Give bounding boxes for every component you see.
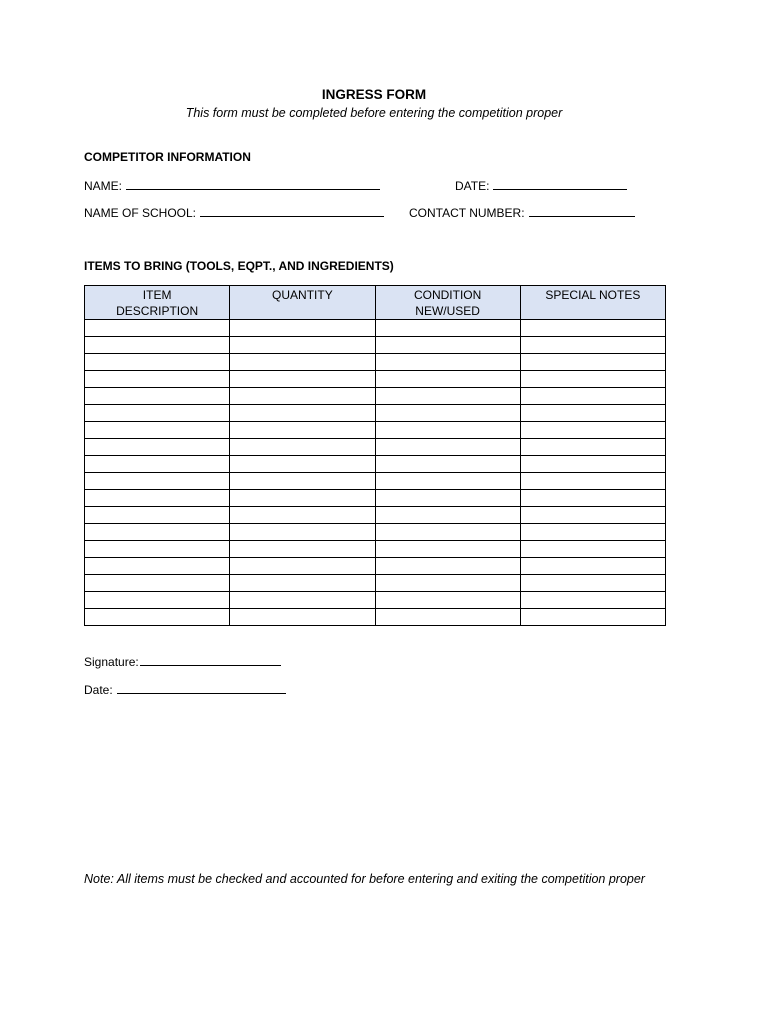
cell-special-notes[interactable]	[520, 320, 665, 337]
cell-item-description[interactable]	[85, 541, 230, 558]
cell-quantity[interactable]	[230, 354, 375, 371]
items-table-header	[85, 286, 666, 320]
signature-date-field[interactable]	[84, 681, 286, 697]
cell-condition[interactable]	[375, 473, 520, 490]
cell-quantity[interactable]	[230, 507, 375, 524]
cell-special-notes[interactable]	[520, 592, 665, 609]
column-header-quantity	[230, 286, 375, 320]
cell-quantity[interactable]	[230, 558, 375, 575]
column-header-line: SPECIAL NOTES	[545, 288, 641, 302]
column-header-special-notes	[520, 286, 665, 320]
cell-quantity[interactable]	[230, 575, 375, 592]
cell-special-notes[interactable]	[520, 575, 665, 592]
contact-blank[interactable]	[529, 204, 635, 217]
cell-item-description[interactable]	[85, 609, 230, 626]
table-row	[85, 592, 666, 609]
name-label: NAME:	[84, 179, 123, 193]
cell-condition[interactable]	[375, 405, 520, 422]
column-header-line: NEW/USED	[415, 304, 480, 318]
column-header-line: ITEM	[142, 288, 172, 302]
cell-condition[interactable]	[375, 320, 520, 337]
column-header-line: CONDITION	[413, 288, 482, 302]
cell-condition[interactable]	[375, 609, 520, 626]
cell-quantity[interactable]	[230, 422, 375, 439]
cell-item-description[interactable]	[85, 507, 230, 524]
cell-special-notes[interactable]	[520, 490, 665, 507]
contact-label: CONTACT NUMBER:	[409, 206, 525, 220]
signature-date-label: Date:	[84, 683, 113, 697]
school-field[interactable]	[84, 204, 384, 220]
table-row	[85, 473, 666, 490]
cell-quantity[interactable]	[230, 320, 375, 337]
column-header-item-description	[85, 286, 230, 320]
table-row	[85, 524, 666, 541]
cell-quantity[interactable]	[230, 337, 375, 354]
cell-quantity[interactable]	[230, 524, 375, 541]
cell-condition[interactable]	[375, 388, 520, 405]
cell-condition[interactable]	[375, 439, 520, 456]
cell-quantity[interactable]	[230, 473, 375, 490]
column-header-condition	[375, 286, 520, 320]
cell-special-notes[interactable]	[520, 422, 665, 439]
table-row	[85, 337, 666, 354]
cell-special-notes[interactable]	[520, 507, 665, 524]
cell-quantity[interactable]	[230, 490, 375, 507]
cell-quantity[interactable]	[230, 541, 375, 558]
signature-blank[interactable]	[140, 653, 281, 666]
table-row	[85, 422, 666, 439]
cell-item-description[interactable]	[85, 405, 230, 422]
cell-condition[interactable]	[375, 592, 520, 609]
cell-condition[interactable]	[375, 524, 520, 541]
cell-special-notes[interactable]	[520, 558, 665, 575]
cell-quantity[interactable]	[230, 609, 375, 626]
table-row	[85, 558, 666, 575]
school-blank[interactable]	[200, 204, 384, 217]
date-field[interactable]	[455, 177, 627, 193]
items-table	[84, 285, 666, 626]
name-field[interactable]	[84, 177, 380, 193]
cell-condition[interactable]	[375, 507, 520, 524]
cell-item-description[interactable]	[85, 524, 230, 541]
cell-special-notes[interactable]	[520, 405, 665, 422]
cell-item-description[interactable]	[85, 490, 230, 507]
cell-quantity[interactable]	[230, 592, 375, 609]
school-label: NAME OF SCHOOL:	[84, 206, 197, 220]
table-row	[85, 575, 666, 592]
cell-quantity[interactable]	[230, 371, 375, 388]
cell-item-description[interactable]	[85, 558, 230, 575]
signature-field[interactable]	[84, 653, 281, 669]
cell-condition[interactable]	[375, 371, 520, 388]
cell-special-notes[interactable]	[520, 456, 665, 473]
cell-item-description[interactable]	[85, 473, 230, 490]
cell-item-description[interactable]	[85, 337, 230, 354]
cell-special-notes[interactable]	[520, 473, 665, 490]
table-row	[85, 354, 666, 371]
cell-item-description[interactable]	[85, 439, 230, 456]
contact-field[interactable]	[409, 204, 635, 220]
form-title: INGRESS FORM	[321, 87, 427, 102]
table-row	[85, 320, 666, 337]
cell-special-notes[interactable]	[520, 354, 665, 371]
signature-date-blank[interactable]	[117, 681, 286, 694]
competitor-info-heading: COMPETITOR INFORMATION	[84, 150, 251, 164]
cell-special-notes[interactable]	[520, 371, 665, 388]
table-row	[85, 490, 666, 507]
name-blank[interactable]	[126, 177, 380, 190]
column-header-line: QUANTITY	[272, 288, 333, 302]
form-subtitle: This form must be completed before entering the competition proper	[185, 106, 563, 120]
cell-condition[interactable]	[375, 456, 520, 473]
items-heading: ITEMS TO BRING (TOOLS, EQPT., AND INGREDIENTS)	[84, 259, 394, 273]
cell-special-notes[interactable]	[520, 541, 665, 558]
table-row	[85, 388, 666, 405]
table-row	[85, 541, 666, 558]
cell-item-description[interactable]	[85, 592, 230, 609]
cell-item-description[interactable]	[85, 575, 230, 592]
cell-condition[interactable]	[375, 337, 520, 354]
cell-item-description[interactable]	[85, 456, 230, 473]
signature-label: Signature:	[84, 655, 139, 669]
cell-quantity[interactable]	[230, 439, 375, 456]
cell-item-description[interactable]	[85, 388, 230, 405]
cell-condition[interactable]	[375, 558, 520, 575]
cell-item-description[interactable]	[85, 354, 230, 371]
column-header-line: DESCRIPTION	[116, 304, 199, 318]
date-blank[interactable]	[493, 177, 627, 190]
cell-special-notes[interactable]	[520, 524, 665, 541]
cell-condition[interactable]	[375, 490, 520, 507]
cell-item-description[interactable]	[85, 320, 230, 337]
table-row	[85, 456, 666, 473]
cell-special-notes[interactable]	[520, 609, 665, 626]
table-row	[85, 405, 666, 422]
table-row	[85, 439, 666, 456]
table-row	[85, 609, 666, 626]
table-row	[85, 507, 666, 524]
cell-quantity[interactable]	[230, 456, 375, 473]
cell-special-notes[interactable]	[520, 439, 665, 456]
cell-special-notes[interactable]	[520, 337, 665, 354]
cell-condition[interactable]	[375, 541, 520, 558]
cell-condition[interactable]	[375, 575, 520, 592]
cell-condition[interactable]	[375, 422, 520, 439]
cell-item-description[interactable]	[85, 371, 230, 388]
cell-item-description[interactable]	[85, 422, 230, 439]
items-table-body	[85, 320, 666, 626]
cell-special-notes[interactable]	[520, 388, 665, 405]
date-label: DATE:	[455, 179, 490, 193]
cell-quantity[interactable]	[230, 405, 375, 422]
table-row	[85, 371, 666, 388]
footer-note: Note: All items must be checked and accounted for before entering and exiting the competition proper	[84, 872, 645, 886]
cell-quantity[interactable]	[230, 388, 375, 405]
cell-condition[interactable]	[375, 354, 520, 371]
